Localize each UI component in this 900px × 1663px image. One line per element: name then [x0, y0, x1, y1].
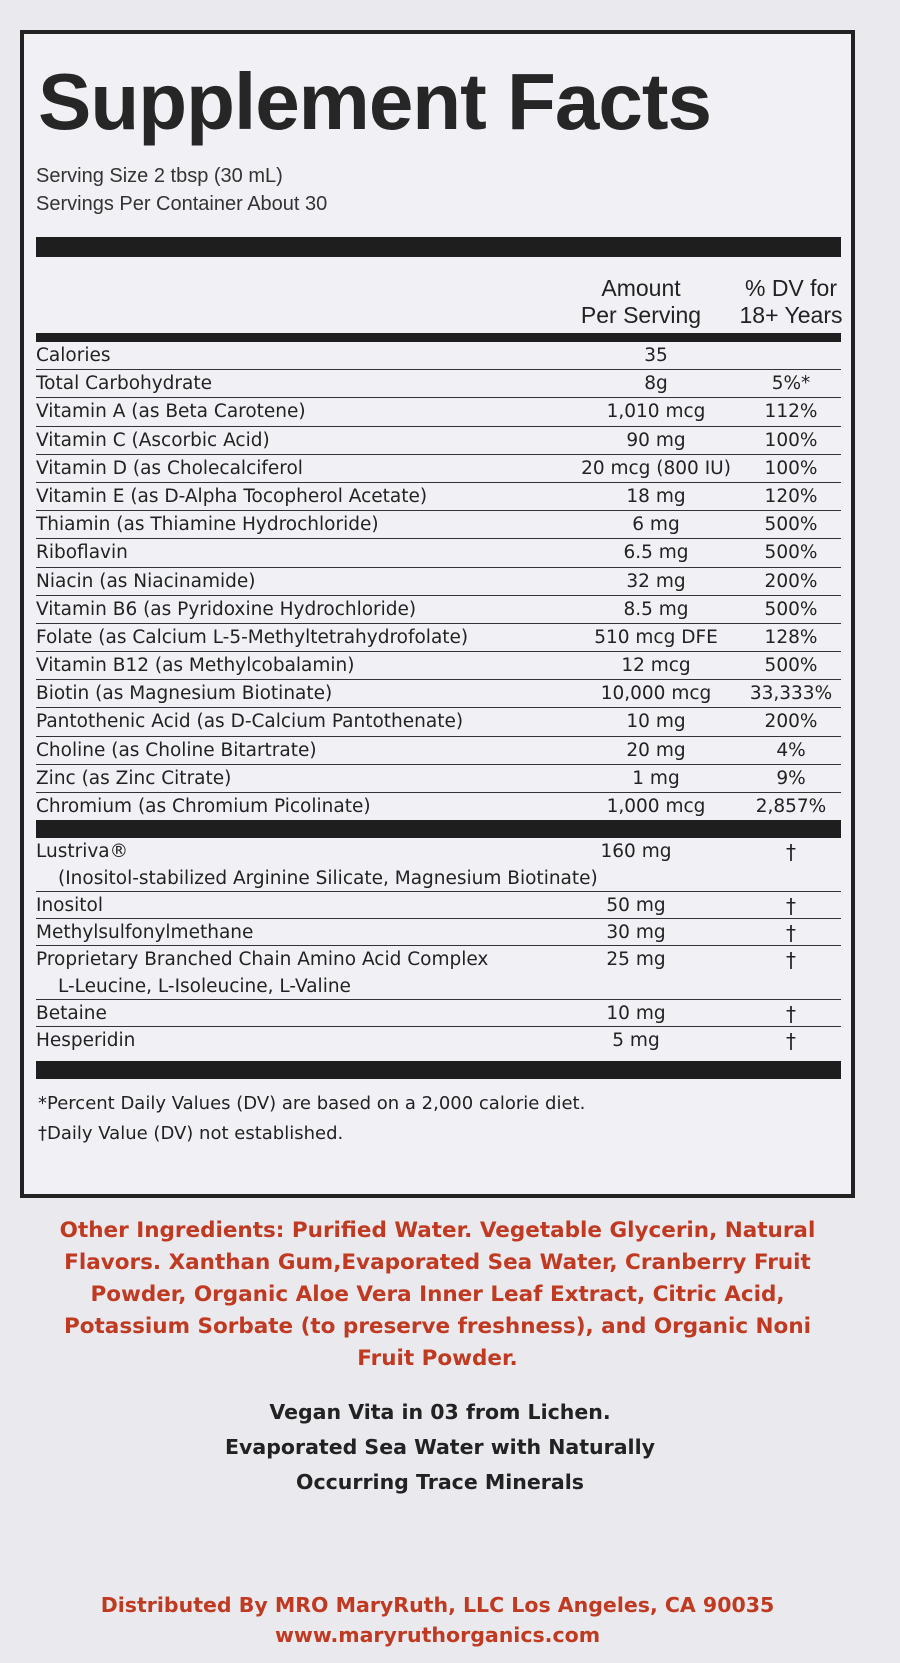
other-ingredients	[20, 1215, 855, 1375]
nutrient-amount: 10 mg	[626, 711, 686, 733]
amount-header-line2: Per Serving	[580, 302, 702, 328]
ingredient-dv: †	[786, 948, 796, 973]
nutrient-name: Vitamin A (as Beta Carotene)	[36, 401, 306, 423]
column-headers	[36, 257, 841, 333]
divider-thick	[36, 1061, 841, 1079]
nutrient-dv: 100%	[764, 457, 818, 479]
nutrient-dv: 500%	[764, 514, 818, 536]
nutrient-amount: 18 mg	[626, 485, 686, 507]
footnote-dv: *Percent Daily Values (DV) are based on a 2,000 calorie diet.	[38, 1093, 586, 1115]
ingredient-dv: †	[786, 840, 796, 865]
nutrient-list	[36, 342, 841, 820]
nutrient-name: Zinc (as Zinc Citrate)	[36, 767, 232, 789]
nutrient-amount: 10,000 mcg	[600, 683, 712, 705]
nutrient-amount: 6 mg	[632, 514, 680, 536]
nutrient-row	[36, 765, 841, 793]
footnotes	[36, 1089, 841, 1149]
ingredient-name: Lustriva®	[36, 841, 129, 863]
nutrient-name: Biotin (as Magnesium Biotinate)	[36, 683, 333, 705]
nutrient-dv: 2,857%	[755, 796, 827, 817]
dv-header-line1: % DV for	[744, 275, 838, 301]
ingredient-dv: †	[786, 894, 796, 919]
distributor-info	[20, 1590, 855, 1650]
ingredient-name: Hesperidin	[36, 1030, 136, 1052]
other-ingredients-line: Flavors. Xanthan Gum,Evaporated Sea Water, Cranberry Fruit	[64, 1250, 811, 1275]
nutrient-row	[36, 624, 841, 652]
amount-header-line1: Amount	[601, 275, 681, 301]
nutrient-row	[36, 737, 841, 765]
ingredient-amount: 50 mg	[606, 895, 666, 917]
nutrient-row	[36, 342, 841, 370]
ingredient-row	[36, 1000, 841, 1027]
nutrient-name: Thiamin (as Thiamine Hydrochloride)	[36, 514, 379, 536]
nutrient-dv: 200%	[764, 711, 818, 733]
divider-thick	[36, 820, 841, 838]
note-line: Occurring Trace Minerals	[296, 1470, 584, 1494]
nutrient-name: Vitamin E (as D-Alpha Tocopherol Acetate)	[36, 485, 428, 507]
nutrient-row	[36, 680, 841, 708]
ingredient-subtext: (Inositol-stabilized Arginine Silicate, Magnesium Biotinate)	[58, 868, 598, 890]
serving-info	[36, 162, 841, 218]
nutrient-row	[36, 652, 841, 680]
ingredient-dv: †	[786, 1029, 796, 1054]
ingredient-name: Inositol	[36, 895, 103, 917]
nutrient-name: Calories	[36, 345, 111, 366]
nutrient-amount: 90 mg	[626, 429, 686, 451]
nutrient-row	[36, 596, 841, 624]
ingredient-row	[36, 919, 841, 946]
nutrient-name: Vitamin B12 (as Methylcobalamin)	[36, 655, 355, 677]
nutrient-dv: 4%	[776, 739, 806, 761]
nutrient-dv: 33,333%	[749, 683, 833, 705]
ingredient-name: Methylsulfonylmethane	[36, 922, 254, 944]
nutrient-amount: 510 mcg DFE	[594, 626, 718, 648]
ingredient-amount: 25 mg	[606, 949, 666, 971]
nutrient-amount: 12 mcg	[621, 655, 691, 677]
nutrient-dv: 500%	[764, 655, 818, 677]
ingredient-amount: 10 mg	[606, 1003, 666, 1025]
distributor-line: Distributed By MRO MaryRuth, LLC Los Angeles, CA 90035	[100, 1593, 775, 1617]
panel-title: Supplement Facts	[38, 57, 712, 146]
nutrient-name: Folate (as Calcium L-5-Methyltetrahydrofolate)	[36, 626, 469, 648]
ingredient-amount: 5 mg	[612, 1030, 660, 1052]
divider-thick	[36, 237, 841, 257]
other-ingredients-line: Powder, Organic Aloe Vera Inner Leaf Extract, Citric Acid,	[90, 1282, 785, 1307]
product-notes	[120, 1395, 760, 1500]
nutrient-amount: 6.5 mg	[623, 542, 689, 564]
nutrient-amount: 32 mg	[626, 570, 686, 592]
nutrient-row	[36, 793, 841, 820]
nutrient-row	[36, 455, 841, 483]
nutrient-dv: 500%	[764, 542, 818, 564]
amount-header	[551, 275, 731, 329]
nutrient-row	[36, 370, 841, 398]
nutrient-dv: 9%	[776, 767, 806, 789]
ingredient-dv: †	[786, 1002, 796, 1027]
ingredient-row	[36, 946, 841, 1000]
nutrient-name: Vitamin D (as Cholecalciferol	[36, 457, 303, 479]
nutrient-amount: 35	[644, 345, 668, 366]
servings-per-container: Servings Per Container About 30	[36, 193, 328, 215]
nutrient-name: Niacin (as Niacinamide)	[36, 570, 256, 592]
nutrient-row	[36, 539, 841, 567]
other-ingredients-line: Potassium Sorbate (to preserve freshness), and Organic Noni	[64, 1314, 811, 1339]
nutrient-amount: 8g	[644, 373, 668, 395]
nutrient-name: Total Carbohydrate	[36, 373, 213, 395]
nutrient-name: Riboflavin	[36, 542, 128, 564]
nutrient-dv: 500%	[764, 598, 818, 620]
nutrient-name: Vitamin B6 (as Pyridoxine Hydrochloride)	[36, 598, 417, 620]
nutrient-row	[36, 427, 841, 455]
other-ingredients-line: Fruit Powder.	[357, 1346, 518, 1371]
nutrient-name: Vitamin C (Ascorbic Acid)	[36, 429, 270, 451]
nutrient-row	[36, 483, 841, 511]
nutrient-amount: 1,010 mcg	[606, 401, 706, 423]
ingredient-name: Proprietary Branched Chain Amino Acid Complex	[36, 949, 489, 971]
website-link[interactable]: www.maryruthorganics.com	[274, 1623, 601, 1647]
nutrient-row	[36, 708, 841, 736]
nutrient-dv: 5%*	[771, 373, 811, 395]
proprietary-list	[36, 838, 841, 1053]
other-ingredients-line: Other Ingredients: Purified Water. Vegetable Glycerin, Natural	[59, 1218, 816, 1243]
nutrient-name: Choline (as Choline Bitartrate)	[36, 739, 317, 761]
dv-header-line2: 18+ Years	[739, 302, 843, 328]
nutrient-dv: 100%	[764, 429, 818, 451]
ingredient-row	[36, 1027, 841, 1053]
note-line: Evaporated Sea Water with Naturally	[225, 1435, 655, 1459]
nutrient-dv: 128%	[764, 626, 818, 648]
divider-medium	[36, 333, 841, 342]
nutrient-name: Chromium (as Chromium Picolinate)	[36, 796, 371, 817]
nutrient-amount: 8.5 mg	[623, 598, 689, 620]
nutrient-dv: 112%	[764, 401, 818, 423]
ingredient-row	[36, 892, 841, 919]
nutrient-row	[36, 511, 841, 539]
nutrient-dv: 200%	[764, 570, 818, 592]
ingredient-amount: 160 mg	[600, 841, 672, 863]
ingredient-name: Betaine	[36, 1003, 107, 1025]
nutrient-amount: 1,000 mcg	[606, 796, 706, 817]
nutrient-amount: 20 mg	[626, 739, 686, 761]
ingredient-amount: 30 mg	[606, 922, 666, 944]
nutrient-row	[36, 568, 841, 596]
ingredient-row	[36, 838, 841, 892]
dv-header	[731, 275, 851, 329]
nutrient-name: Pantothenic Acid (as D-Calcium Pantothenate)	[36, 711, 464, 733]
serving-size: Serving Size 2 tbsp (30 mL)	[36, 165, 283, 187]
note-line: Vegan Vita in 03 from Lichen.	[269, 1400, 611, 1424]
supplement-facts-panel	[20, 30, 855, 1198]
nutrient-amount: 20 mcg (800 IU)	[581, 457, 731, 479]
nutrient-row	[36, 398, 841, 426]
footnote-dagger: †Daily Value (DV) not established.	[38, 1123, 344, 1145]
ingredient-dv: †	[786, 921, 796, 946]
nutrient-dv: 120%	[764, 485, 818, 507]
ingredient-subtext: L-Leucine, L-Isoleucine, L-Valine	[58, 976, 351, 998]
nutrient-amount: 1 mg	[632, 767, 680, 789]
